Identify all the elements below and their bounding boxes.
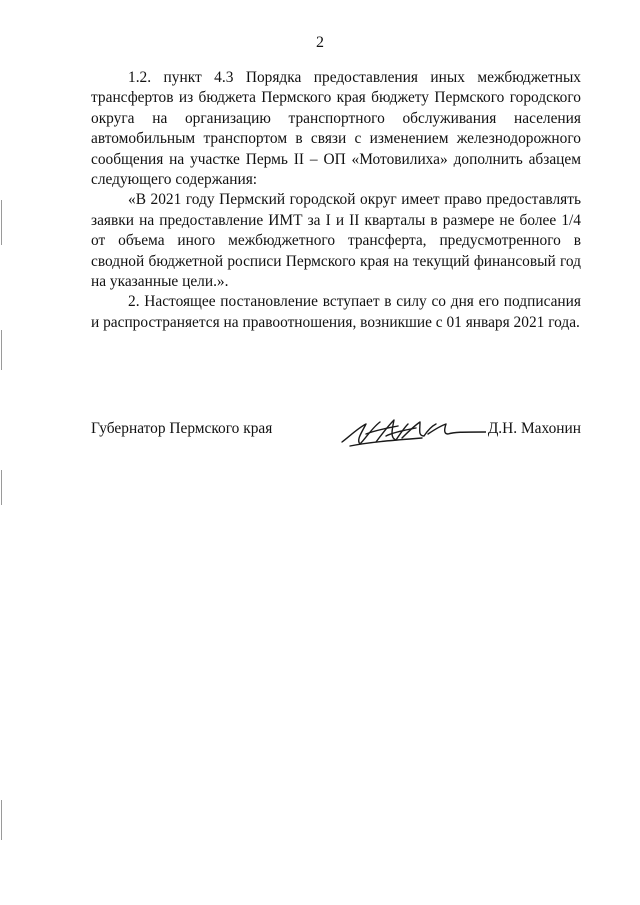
- page-number: 2: [316, 34, 324, 51]
- paragraph-effective-date: 2. Настоящее постановление вступает в силу со дня его подписания и распространяется на правоотношения, возникшие с 01 января 2021 года.: [91, 293, 581, 331]
- signatory-position: Губернатор Пермского края: [91, 420, 273, 437]
- paragraph-quoted-addition: «В 2021 году Пермский городской округ имеет право предоставлять заявки на предоставление ИМТ за I и II кварталы в размере не более 1/4 от объема иного межбюджетного трансферта, предусмотренного в сводной бюджетной росписи Пермского края на текущий финансовый год на указанные цели.».: [91, 191, 581, 291]
- scan-edge-mark: [1, 200, 2, 245]
- scan-edge-mark: [1, 330, 2, 370]
- signatory-name: Д.Н. Махонин: [487, 420, 581, 437]
- scan-edge-mark: [1, 470, 2, 505]
- handwritten-signature: [336, 412, 486, 452]
- scan-edge-mark: [1, 800, 2, 840]
- document-body: [91, 68, 581, 333]
- paragraph-amendment: 1.2. пункт 4.3 Порядка предоставления иных межбюджетных трансфертов из бюджета Пермского края бюджету Пермского городского округа на организацию транспортного обслуживания населения автомобильным транспортом в связи с изменением железнодорожного сообщения на участке Пермь II – ОП «Мотовилиха» дополнить абзацем следующего содержания:: [91, 69, 581, 189]
- signature-block: [91, 412, 581, 452]
